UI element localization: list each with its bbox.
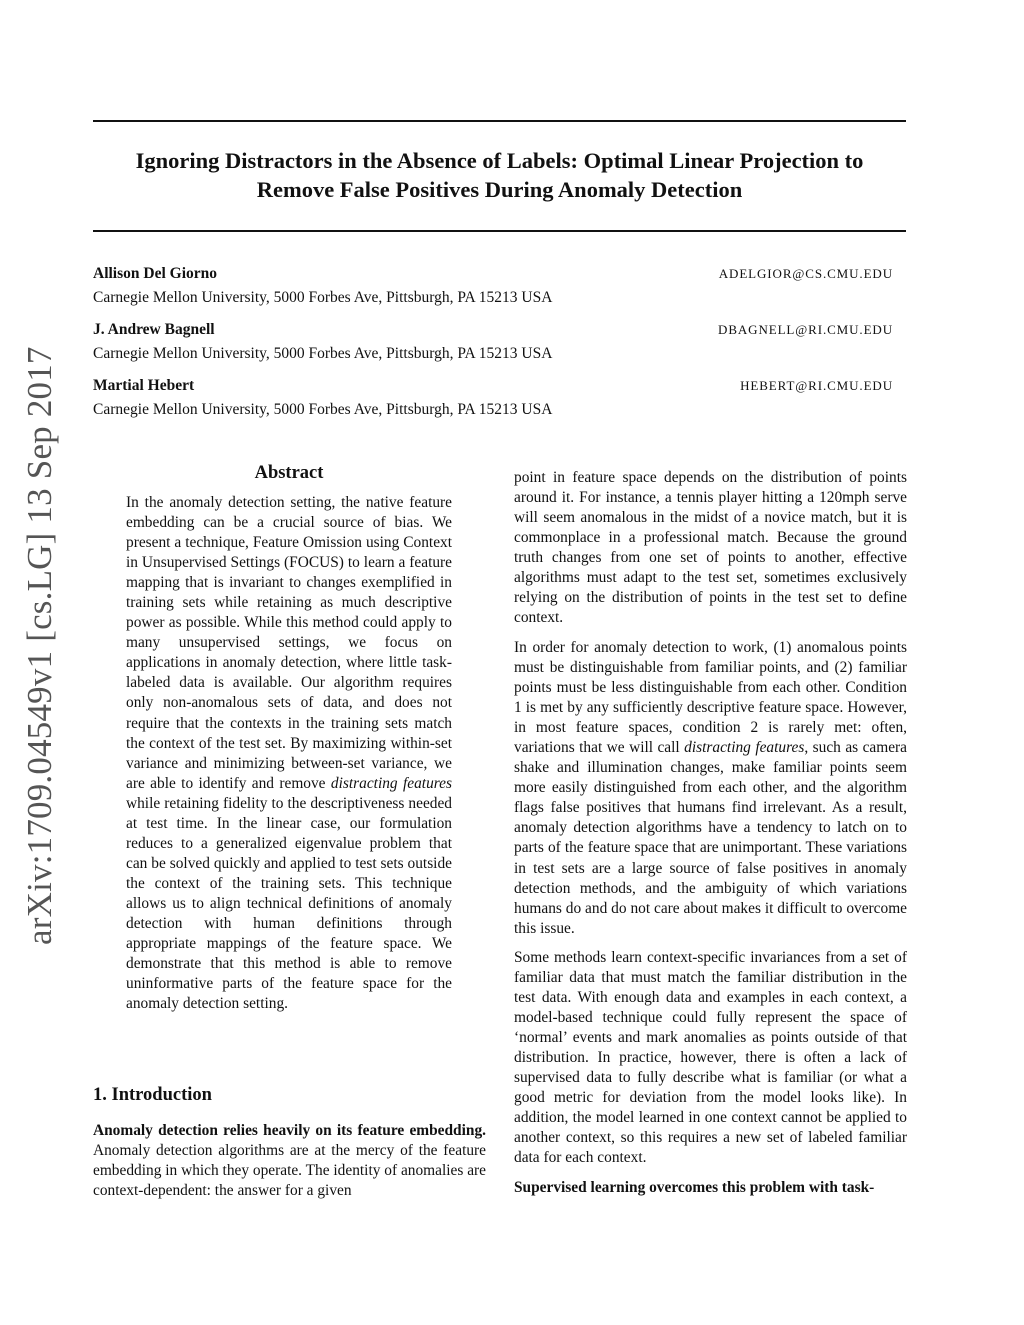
abstract-heading: Abstract — [254, 463, 324, 483]
right-col-paragraph-2-part-a: In order for anomaly detection to work, (1) anomalous points must be distinguishable from familiar points, and (2) familiar points must be less distinguishable from each other. Condition 1 is met by any sufficiently descriptive feature space. However, in most feature spaces, condition 2 is rarely met: often, variations that we will call — [514, 639, 907, 757]
author-affiliation: Carnegie Mellon University, 5000 Forbes Ave, Pittsburgh, PA 15213 USA — [93, 289, 553, 306]
right-col-paragraph-2 — [514, 638, 907, 939]
author-email: DBAGNELL@RI.CMU.EDU — [718, 322, 893, 337]
author-name: Allison Del Giorno — [93, 265, 218, 282]
author-email: HEBERT@RI.CMU.EDU — [740, 378, 893, 393]
author-block-3 — [93, 377, 906, 427]
author-name: Martial Hebert — [93, 377, 195, 394]
section-heading-introduction: 1. Introduction — [93, 1085, 212, 1105]
right-col-paragraph-1: point in feature space depends on the distribution of points around it. For instance, a tennis player hitting a 120mph serve will seem anomalous in the midst of a novice match, but it is commonplace in a professional match. Because the ground truth changes from one set of points to another, effective algorithms must adapt to the test set, sometimes exclusively relying on the distribution of points in the test set to define context. — [514, 469, 907, 627]
title-line-1: Ignoring Distractors in the Absence of Labels: Optimal Linear Projection to — [135, 148, 864, 173]
paper-title — [93, 146, 906, 204]
author-affiliation: Carnegie Mellon University, 5000 Forbes Ave, Pittsburgh, PA 15213 USA — [93, 345, 553, 362]
intro-lead: Anomaly detection relies heavily on its feature embedding. — [93, 1122, 486, 1139]
right-col-emphasis: distracting features — [684, 739, 805, 757]
intro-paragraph — [93, 1121, 486, 1201]
right-col-paragraph-4 — [514, 1178, 907, 1198]
abstract-emphasis: distracting features — [330, 774, 453, 792]
right-col-paragraph-2-part-b: , such as camera shake and illumination changes, make familiar points seem more easily distinguished from each other, and the algorithm flags false positives that humans find irrelevant. As a result, anomaly detection algorithms have a tendency to latch on to parts of the feature space that are unimportant. These variations in test sets are a large source of false positives in anomaly detection methods, and the ambiguity of which variations humans do and do not care about makes it difficult to overcome this issue. — [514, 739, 908, 937]
title-bottom-rule — [93, 230, 906, 232]
top-rule — [93, 120, 906, 122]
right-col-lead: Supervised learning overcomes this problem with task- — [514, 1179, 875, 1196]
abstract-text-part-2: while retaining fidelity to the descriptiveness needed at test time. In the linear case, our formulation reduces to a generalized eigenvalue problem that can be solved quickly and applied to test sets outside the context of the training sets. This technique allows us to align technical definitions of anomaly detection with human definitions through appropriate mappings of the feature space. We demonstrate that this method is able to remove uninformative parts of the feature space for the anomaly detection setting. — [126, 794, 452, 1013]
arxiv-stamp: arXiv:1709.04549v1 [cs.LG] 13 Sep 2017 — [20, 346, 59, 945]
author-block-1 — [93, 265, 906, 315]
right-col-paragraph-3: Some methods learn context-specific invariances from a set of familiar data that must match the familiar distribution in the test data. With enough data and examples in each context, a model-based technique could fully represent the space of ‘normal’ events and mark anomalies as points outside of that distribution. In practice, however, there is often a lack of supervised data to fully describe what is familiar (or what a good metric for deviation from the model looks like). In addition, the model learned in one context cannot be applied to another context, so this requires a new set of labeled familiar data for each context. — [514, 949, 907, 1167]
author-affiliation: Carnegie Mellon University, 5000 Forbes Ave, Pittsburgh, PA 15213 USA — [93, 401, 553, 418]
author-block-2 — [93, 321, 906, 371]
author-email: ADELGIOR@CS.CMU.EDU — [718, 266, 893, 281]
author-name: J. Andrew Bagnell — [93, 321, 215, 338]
abstract-text-part-1: In the anomaly detection setting, the native feature embedding can be a crucial source of bias. We present a technique, Feature Omission using Context in Unsupervised Settings (FOCUS) to learn a feature mapping that is invariant to changes exemplified in training sets while retaining as much descriptive power as possible. While this method could apply to many unsupervised settings, we focus on applications in anomaly detection, where little task-labeled data is available. Our algorithm requires only non-anomalous sets of data, and does not require that the contexts in the training sets match the context of the test set. By maximizing within-set variance and minimizing between-set variance, we are able to identify and remove — [126, 494, 452, 792]
title-line-2: Remove False Positives During Anomaly Detection — [256, 177, 743, 202]
abstract-text — [126, 493, 452, 1014]
intro-text: Anomaly detection algorithms are at the mercy of the feature embedding in which they operate. The identity of anomalies are context-dependent: the answer for a given — [93, 1142, 486, 1200]
